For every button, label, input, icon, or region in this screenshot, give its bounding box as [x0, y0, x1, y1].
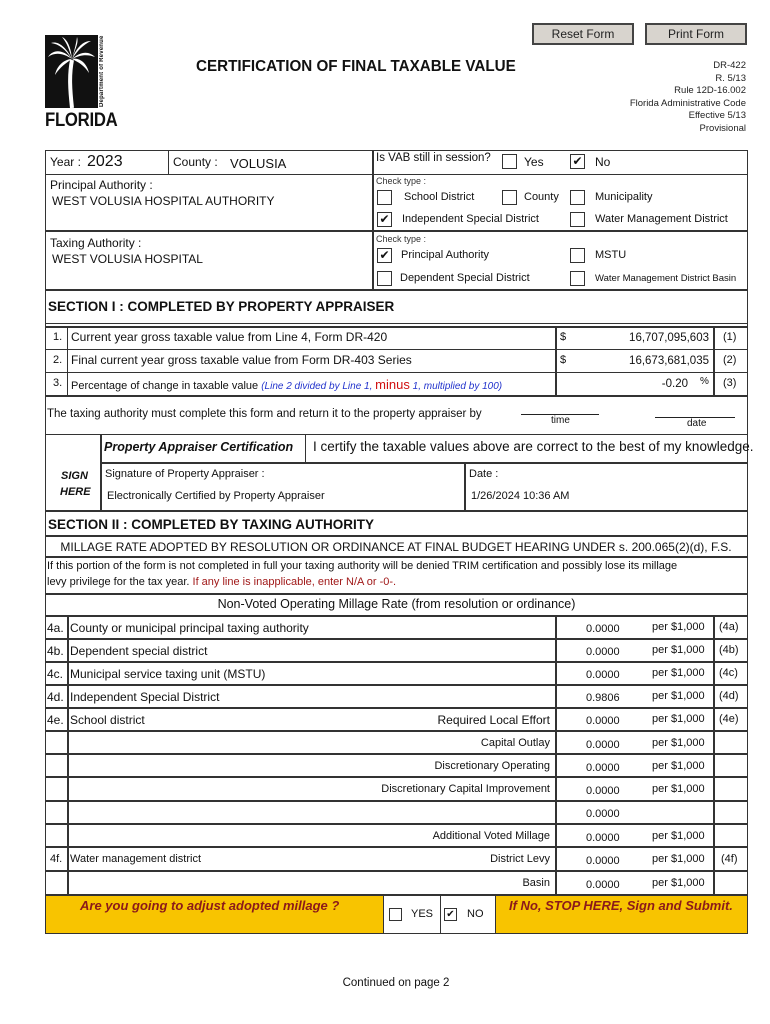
- signature-label: Signature of Property Appraiser :: [105, 468, 265, 480]
- line-3-percent: %: [700, 376, 709, 387]
- row-ref: (4c): [719, 667, 738, 679]
- row-unit: per $1,000: [652, 644, 705, 656]
- row-unit: per $1,000: [652, 853, 705, 865]
- dependent-special-district-label: Dependent Special District: [400, 272, 530, 284]
- form-metadata: [630, 60, 746, 135]
- row-num: 4b.: [47, 644, 64, 658]
- year-field[interactable]: 2023: [87, 153, 123, 170]
- row-value[interactable]: 0.0000: [586, 762, 620, 774]
- school-district-label: School District: [404, 191, 475, 203]
- row-sub: Discretionary Capital Improvement: [381, 783, 550, 795]
- palm-tree-icon: [45, 35, 98, 108]
- row-sub: Required Local Effort: [437, 713, 550, 727]
- reset-form-button[interactable]: Reset Form: [532, 23, 634, 45]
- row-sub: Capital Outlay: [480, 737, 550, 749]
- line-3-note-a: (Line 2 divided by Line 1,: [261, 381, 376, 392]
- row-unit: per $1,000: [652, 760, 705, 772]
- page-title: CERTIFICATION OF FINAL TAXABLE VALUE: [196, 58, 516, 75]
- water-management-district-checkbox[interactable]: [570, 212, 585, 227]
- county-label: County :: [173, 155, 218, 169]
- here-label: HERE: [60, 486, 91, 498]
- wmd-basin-checkbox[interactable]: [570, 271, 585, 286]
- line-3-ref: (3): [723, 377, 737, 389]
- row-value[interactable]: 0.9806: [586, 692, 620, 704]
- adjust-stop-text: If No, STOP HERE, Sign and Submit.: [509, 898, 733, 913]
- line-2-ref: (2): [723, 354, 737, 366]
- form-effective: Effective 5/13: [688, 110, 746, 121]
- row-unit: per $1,000: [652, 621, 705, 633]
- water-management-district-label: Water Management District: [595, 213, 728, 225]
- municipality-checkbox[interactable]: [570, 190, 585, 205]
- section-1-title: SECTION I : COMPLETED BY PROPERTY APPRAISER: [48, 299, 395, 314]
- row-value[interactable]: 0.0000: [586, 669, 620, 681]
- row-value[interactable]: 0.0000: [586, 855, 620, 867]
- row-ref: (4a): [719, 621, 739, 633]
- county-checkbox[interactable]: [502, 190, 517, 205]
- line-1-ref: (1): [723, 331, 737, 343]
- row-ref: (4d): [719, 690, 739, 702]
- florida-palm-logo: [45, 35, 98, 108]
- adjust-yes-checkbox[interactable]: [389, 908, 402, 921]
- row-unit: per $1,000: [652, 690, 705, 702]
- row-sub: Discretionary Operating: [434, 760, 550, 772]
- warning-red-text: If any line is inapplicable, enter N/A or -0-.: [192, 576, 397, 588]
- row-unit: per $1,000: [652, 830, 705, 842]
- row-ref: (4f): [721, 853, 738, 865]
- row-label: Independent Special District: [70, 690, 220, 704]
- department-of-revenue-text: Department of Revenue: [99, 35, 105, 108]
- row-ref: (4e): [719, 713, 739, 725]
- print-form-button[interactable]: Print Form: [645, 23, 747, 45]
- pa-certification-text: I certify the taxable values above are correct to the best of my knowledge.: [313, 439, 754, 454]
- adjust-question: Are you going to adjust adopted millage ?: [80, 898, 340, 913]
- line-3-label: Percentage of change in taxable value: [71, 380, 259, 392]
- sign-label: SIGN: [61, 470, 88, 482]
- row-sub: Basin: [522, 877, 550, 889]
- form-number: DR-422: [713, 60, 746, 71]
- adjust-yes-label: YES: [411, 908, 434, 920]
- line-2-dollar: $: [560, 354, 567, 366]
- line-3-note-b: 1, multiplied by 100): [409, 381, 503, 392]
- line-1-label: Current year gross taxable value from Line 4, Form DR-420: [71, 330, 388, 344]
- independent-special-district-label: Independent Special District: [402, 213, 539, 225]
- vab-yes-label: Yes: [524, 155, 544, 169]
- form-rule: Rule 12D-16.002: [674, 85, 746, 96]
- warning-line-2: [47, 576, 396, 588]
- row-num: 4d.: [47, 690, 64, 704]
- row-num: 4a.: [47, 621, 64, 635]
- line-3-label-wrap: [71, 377, 502, 392]
- vab-no-checkbox[interactable]: ✔: [570, 154, 585, 169]
- line-3-value[interactable]: -0.20: [661, 378, 688, 390]
- row-value[interactable]: 0.0000: [586, 808, 620, 820]
- row-unit: per $1,000: [652, 783, 705, 795]
- vab-no-label: No: [595, 155, 611, 169]
- school-district-checkbox[interactable]: [377, 190, 392, 205]
- row-label: Water management district: [70, 853, 202, 865]
- return-instructions: The taxing authority must complete this form and return it to the property appraiser by: [47, 408, 482, 420]
- row-ref: (4b): [719, 644, 739, 656]
- row-unit: per $1,000: [652, 877, 705, 889]
- time-label: time: [551, 415, 570, 426]
- row-value[interactable]: 0.0000: [586, 785, 620, 797]
- county-field[interactable]: VOLUSIA: [230, 156, 287, 171]
- mstu-label: MSTU: [595, 249, 627, 261]
- millage-subtitle: MILLAGE RATE ADOPTED BY RESOLUTION OR ORDINANCE AT FINAL BUDGET HEARING UNDER s. 200.065(2)(d), F.S.: [60, 540, 732, 554]
- form-code: Florida Administrative Code: [629, 97, 746, 109]
- section-2-title: SECTION II : COMPLETED BY TAXING AUTHORITY: [48, 517, 375, 532]
- row-value[interactable]: 0.0000: [586, 623, 620, 635]
- line-1-number: 1.: [53, 331, 63, 343]
- date-field-label: Date :: [469, 468, 499, 480]
- row-sub: District Levy: [490, 853, 550, 865]
- principal-authority-field[interactable]: WEST VOLUSIA HOSPITAL AUTHORITY: [52, 194, 275, 208]
- florida-wordmark: FLORIDA: [45, 110, 118, 131]
- year-label: Year :: [50, 155, 81, 169]
- independent-special-district-checkbox[interactable]: ✔: [377, 212, 392, 227]
- line-1-value[interactable]: 16,707,095,603: [629, 332, 709, 344]
- form-revision: R. 5/13: [715, 72, 746, 84]
- municipality-label: Municipality: [595, 191, 653, 203]
- row-label: Municipal service taxing unit (MSTU): [70, 667, 266, 681]
- mstu-checkbox[interactable]: [570, 248, 585, 263]
- row-label: Dependent special district: [70, 644, 208, 658]
- row-unit: per $1,000: [652, 737, 705, 749]
- check-type-label: Check type :: [376, 176, 427, 186]
- date-label: date: [687, 418, 707, 429]
- row-num: 4f.: [50, 853, 63, 865]
- row-value[interactable]: 0.0000: [586, 879, 620, 891]
- row-value[interactable]: 0.0000: [586, 715, 620, 727]
- wmd-basin-label: Water Management District Basin: [595, 273, 737, 284]
- principal-authority-type-label: Principal Authority: [401, 249, 490, 261]
- nonvoted-title: Non-Voted Operating Millage Rate (from resolution or ordinance): [217, 597, 576, 611]
- continued-footer: Continued on page 2: [342, 977, 450, 989]
- principal-authority-checkbox[interactable]: ✔: [377, 248, 392, 263]
- warning-text: levy privilege for the tax year.: [47, 576, 193, 588]
- row-value[interactable]: 0.0000: [586, 646, 620, 658]
- line-1-dollar: $: [560, 331, 567, 343]
- row-value[interactable]: 0.0000: [586, 739, 620, 751]
- form-status: Provisional: [699, 122, 746, 134]
- adjust-no-label: NO: [467, 908, 484, 920]
- line-3-minus: minus: [375, 377, 410, 392]
- row-num: 4c.: [47, 667, 64, 681]
- row-sub: Additional Voted Millage: [432, 830, 550, 842]
- dependent-special-district-checkbox[interactable]: [377, 271, 392, 286]
- pa-certification-title: Property Appraiser Certification: [104, 440, 294, 454]
- date-field[interactable]: 1/26/2024 10:36 AM: [471, 490, 570, 502]
- row-label: County or municipal principal taxing authority: [70, 621, 309, 635]
- vab-question: Is VAB still in session?: [376, 152, 491, 164]
- principal-authority-label: Principal Authority :: [50, 178, 153, 192]
- line-2-value[interactable]: 16,673,681,035: [629, 355, 709, 367]
- county-type-label: County: [524, 191, 559, 203]
- check-type-label-2: Check type :: [376, 234, 427, 244]
- row-num: 4e.: [47, 713, 64, 727]
- taxing-authority-label: Taxing Authority :: [50, 236, 142, 250]
- line-2-label: Final current year gross taxable value from Form DR-403 Series: [71, 353, 412, 367]
- taxing-authority-field[interactable]: WEST VOLUSIA HOSPITAL: [52, 252, 203, 266]
- row-unit: per $1,000: [652, 713, 705, 725]
- signature-field[interactable]: Electronically Certified by Property Appraiser: [107, 490, 325, 502]
- line-3-number: 3.: [53, 377, 63, 389]
- warning-line-1: If this portion of the form is not completed in full your taxing authority will be denied TRIM certification and possibly lose its millage: [47, 560, 678, 572]
- row-unit: per $1,000: [652, 667, 705, 679]
- row-label: School district: [70, 713, 145, 727]
- adjust-no-checkbox[interactable]: ✔: [444, 908, 457, 921]
- row-value[interactable]: 0.0000: [586, 832, 620, 844]
- line-2-number: 2.: [53, 354, 63, 366]
- vab-yes-checkbox[interactable]: [502, 154, 517, 169]
